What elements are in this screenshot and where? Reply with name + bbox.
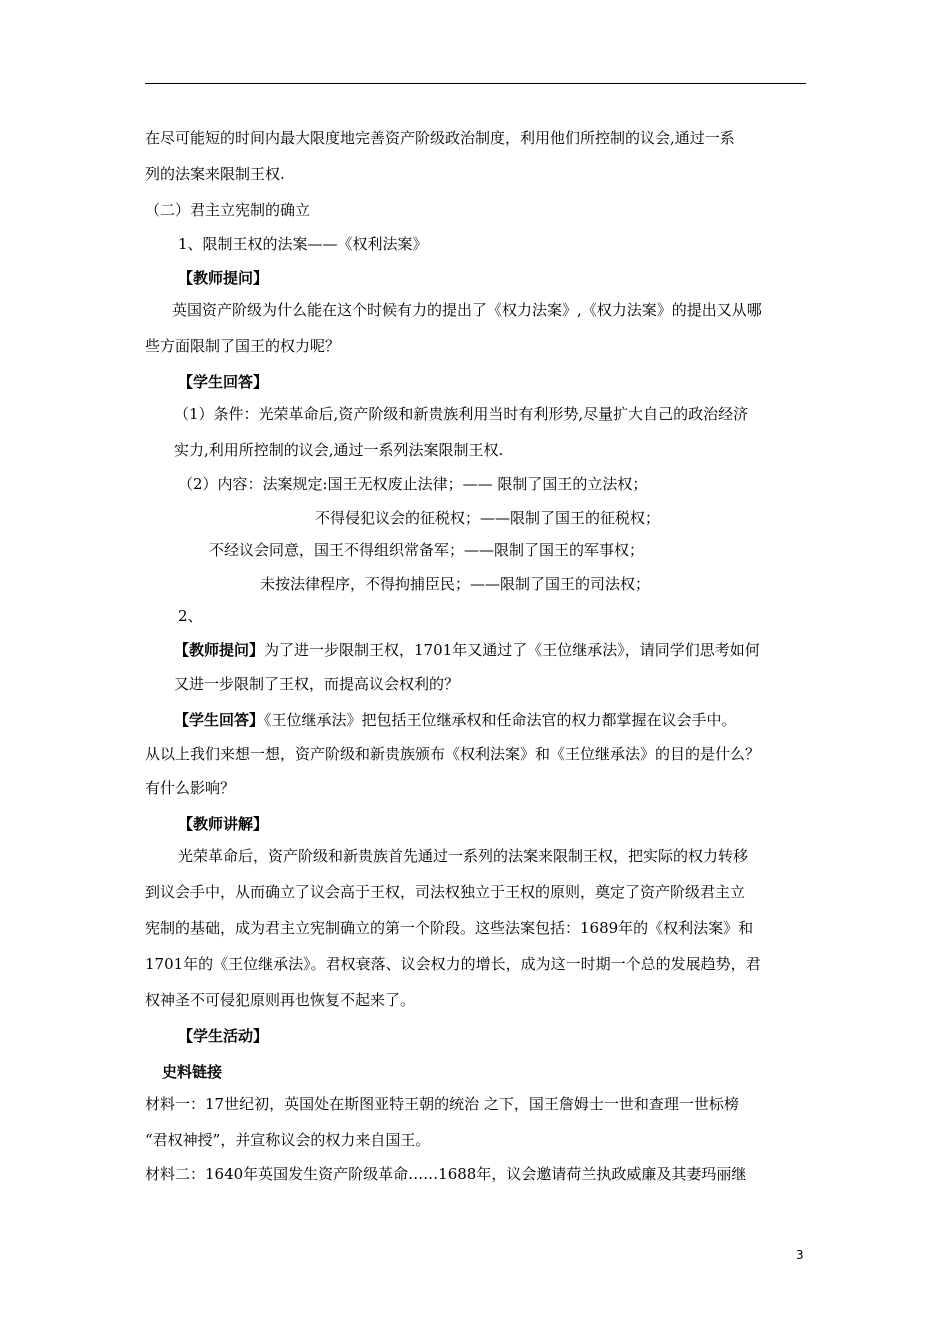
text-line: 未按法律程序，不得拘捕臣民；——限制了国王的司法权； — [260, 575, 651, 593]
teacher-question-label: 【教师提问】 — [174, 641, 265, 659]
student-answer-label: 【学生回答】 — [174, 711, 265, 729]
text-line: 从以上我们来想一想，资产阶级和新贵族颁布《权利法案》和《王位继承法》的目的是什么？ — [145, 745, 761, 763]
text-line: 权神圣不可侵犯原则再也恢复不起来了。 — [145, 991, 416, 1009]
text-line: 1701年的《王位继承法》。君权衰落、议会权力的增长，成为这一时期一个总的发展趋势，君 — [145, 955, 761, 973]
text-line: 材料二：1640年英国发生资产阶级革命……1688年，议会邀请荷兰执政威廉及其妻玛丽继 — [145, 1165, 747, 1183]
text-line: 不得侵犯议会的征税权；——限制了国王的征税权； — [315, 509, 661, 527]
page-number: 3 — [796, 1248, 804, 1262]
student-answer-label: 【学生回答】 — [178, 373, 269, 391]
text-line: 光荣革命后，资产阶级和新贵族首先通过一系列的法案来限制王权，把实际的权力转移 — [178, 847, 749, 865]
teacher-question-label: 【教师提问】 — [178, 269, 269, 287]
subsection-heading: 1、限制王权的法案——《权利法案》 — [178, 235, 428, 253]
historical-materials-heading: 史料链接 — [162, 1063, 223, 1081]
text-line: 到议会手中，从而确立了议会高于王权，司法权独立于王权的原则，奠定了资产阶级君主立 — [145, 883, 746, 901]
teacher-explanation-label: 【教师讲解】 — [178, 815, 269, 833]
text-line: “君权神授”，并宣称议会的权力来自国王。 — [145, 1131, 431, 1149]
text-line: （1）条件：光荣革命后,资产阶级和新贵族利用当时有利形势,尽量扩大自己的政治经济 — [174, 405, 749, 423]
text-line: 又进一步限制了王权，而提高议会权利的？ — [174, 675, 460, 693]
text-line: 实力,利用所控制的议会,通过一系列法案限制王权. — [174, 441, 504, 459]
item-number: 2、 — [178, 607, 203, 625]
section-heading: （二）君主立宪制的确立 — [145, 201, 311, 219]
text-line: 宪制的基础，成为君主立宪制确立的第一个阶段。这些法案包括：1689年的《权利法案》和 — [145, 919, 754, 937]
text-line: 【教师提问】为了进一步限制王权，1701年又通过了《王位继承法》，请同学们思考如何 — [174, 641, 760, 659]
text-line: （2）内容：法案规定:国王无权废止法律；—— 限制了国王的立法权； — [178, 475, 648, 493]
text-line: 列的法案来限制王权. — [145, 165, 285, 183]
text-line: 在尽可能短的时间内最大限度地完善资产阶级政治制度，利用他们所控制的议会,通过一系 — [145, 129, 735, 147]
text-line: 【学生回答】《王位继承法》把包括王位继承权和任命法官的权力都掌握在议会手中。 — [174, 711, 737, 729]
student-activity-label: 【学生活动】 — [178, 1027, 269, 1045]
text-line: 材料一：17世纪初，英国处在斯图亚特王朝的统治 之下，国王詹姆士一世和查理一世标榜 — [145, 1095, 739, 1113]
text-line: 英国资产阶级为什么能在这个时候有力的提出了《权力法案》,《权力法案》的提出又从哪 — [172, 301, 762, 319]
text-line: 些方面限制了国王的权力呢？ — [145, 337, 341, 355]
text-line: 有什么影响？ — [145, 779, 236, 797]
header-rule — [145, 83, 806, 84]
text-line: 不经议会同意，国王不得组织常备军；——限制了国王的军事权； — [209, 541, 645, 559]
